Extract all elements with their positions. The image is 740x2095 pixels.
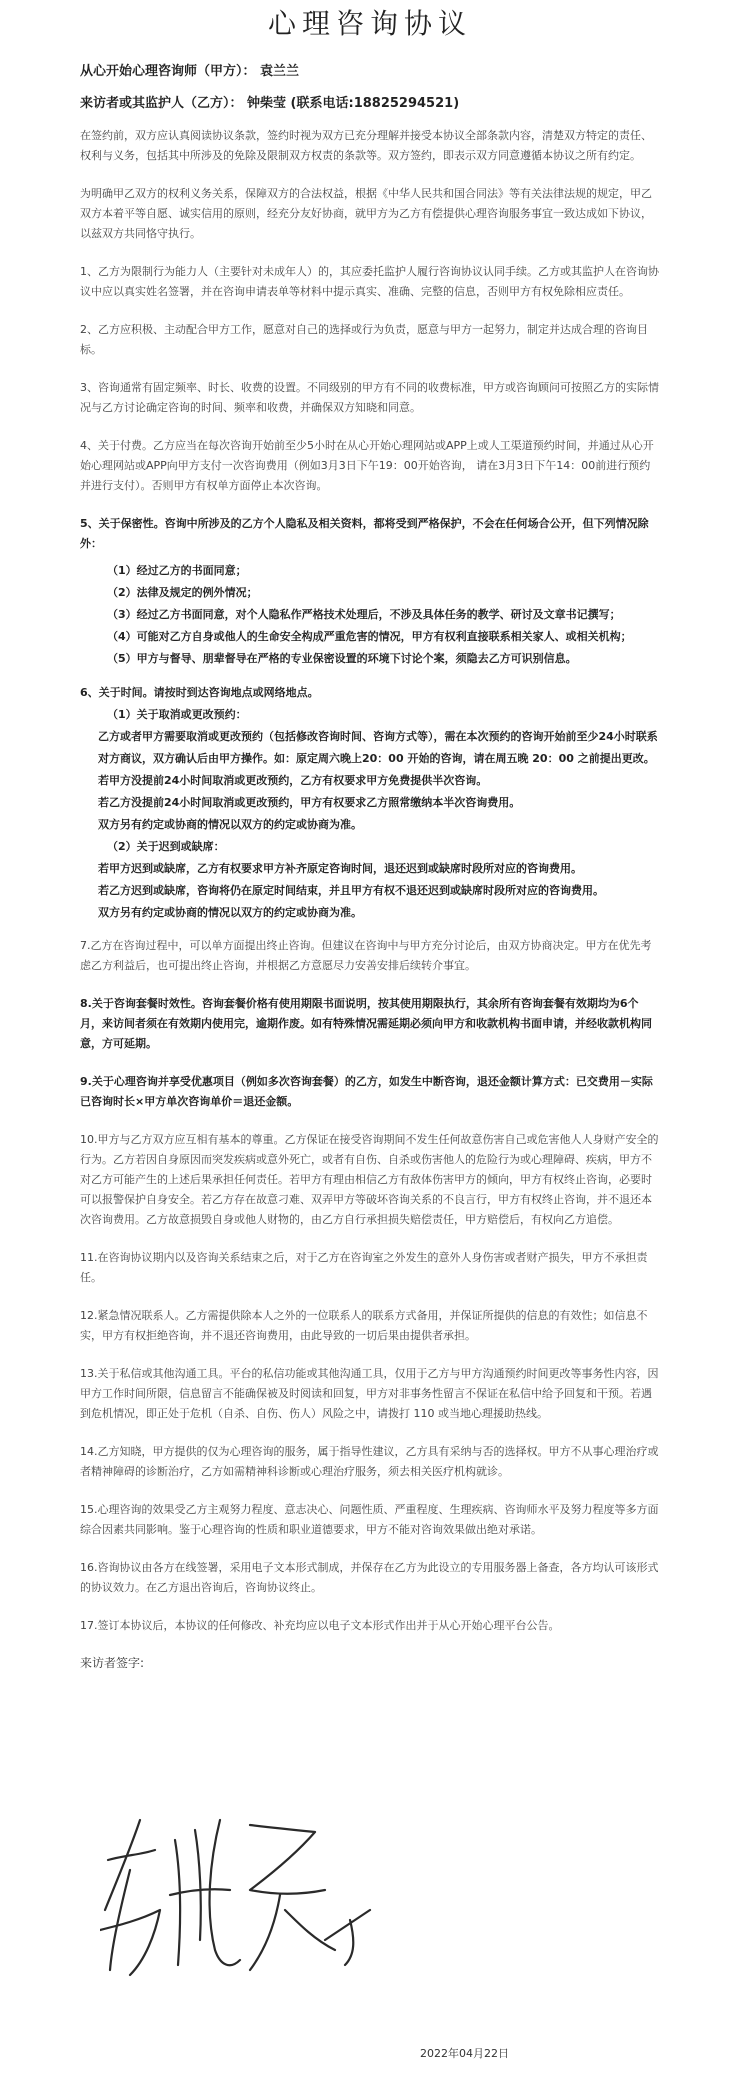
intro-paragraph-1: 在签约前，双方应认真阅读协议条款，签约时视为双方已充分理解并接受本协议全部条款内容，清楚双方特定的责任、权利与义务，包括其中所涉及的免除及限制双方权责的条款等。双方签约，即表示双方同意遵循本协议之所有约定。 xyxy=(80,129,652,162)
party-b: 来访者或其监护人（乙方）： 钟柴莹 (联系电话:18825294521) xyxy=(80,96,460,111)
clause-5-item: （5）甲方与督导、朋辈督导在严格的专业保密设置的环境下讨论个案，须隐去乙方可识别信息。 xyxy=(107,652,577,665)
clause-6-sub-2-p3: 双方另有约定或协商的情况以双方的约定或协商为准。 xyxy=(98,906,362,919)
clause-14: 14.乙方知晓，甲方提供的仅为心理咨询的服务，属于指导性建议，乙方具有采纳与否的选择权。甲方不从事心理治疗或者精神障碍的诊断治疗，乙方如需精神科诊断或心理治疗服务，须去相关医疗机构就诊。 xyxy=(80,1445,659,1478)
signature-label: 来访者签字: xyxy=(80,1656,145,1670)
clause-6-sub-1-p1: 乙方或者甲方需要取消或更改预约（包括修改咨询时间、咨询方式等），需在本次预约的咨询开始前至少24小时联系对方商议，双方确认后由甲方操作。如：原定周六晚上20：00 开始的咨询，请在周五晚 20：00 之前提出更改。 xyxy=(98,730,658,765)
clause-6 xyxy=(80,682,660,924)
clause-4: 4、关于付费。乙方应当在每次咨询开始前至少5小时在从心开始心理网站或APP上或人工渠道预约时间，并通过从心开始心理网站或APP向甲方支付一次咨询费用（例如3月3日下午19：00开始咨询， 请在3月3日下午14：00前进行预约并进行支付）。否则甲方有权单方面停止本次咨询。 xyxy=(80,439,654,492)
clause-5-item: （2）法律及规定的例外情况； xyxy=(107,586,258,599)
clause-6-sub-1-p2: 若甲方没提前24小时间取消或更改预约，乙方有权要求甲方免费提供半次咨询。 xyxy=(98,774,488,787)
clause-1: 1、乙方为限制行为能力人（主要针对未成年人）的，其应委托监护人履行咨询协议认同手续。乙方或其监护人在咨询协议中应以真实姓名签署，并在咨询申请表单等材料中提示真实、准确、完整的信息，否则甲方有权免除相应责任。 xyxy=(80,265,659,298)
clause-17: 17.签订本协议后，本协议的任何修改、补充均应以电子文本形式作出并于从心开始心理平台公告。 xyxy=(80,1619,560,1632)
clause-5 xyxy=(80,514,660,670)
intro-paragraph-2: 为明确甲乙双方的权利义务关系，保障双方的合法权益，根据《中华人民共和国合同法》等有关法律法规的规定，甲乙双方本着平等自愿、诚实信用的原则，经充分友好协商，就甲方为乙方有偿提供心理咨询服务事宜一致达成如下协议，以兹双方共同恪守执行。 xyxy=(80,187,652,240)
clause-5-item: （1）经过乙方的书面同意； xyxy=(107,564,247,577)
clause-5-item: （3）经过乙方书面同意，对个人隐私作严格技术处理后，不涉及具体任务的教学、研讨及文章书记撰写； xyxy=(107,608,621,621)
clause-13: 13.关于私信或其他沟通工具。平台的私信功能或其他沟通工具，仅用于乙方与甲方沟通预约时间更改等事务性内容，因甲方工作时间所限，信息留言不能确保被及时阅读和回复，甲方对非事务性留言不保证在私信中给予回复和干预。若遇到危机情况，即正处于危机（自杀、自伤、伤人）风险之中，请拨打 110 或当地心理援助热线。 xyxy=(80,1367,659,1420)
clause-6-head: 6、关于时间。请按时到达咨询地点或网络地点。 xyxy=(80,686,319,699)
document-title: 心理咨询协议 xyxy=(267,7,472,40)
clause-5-head: 5、关于保密性。咨询中所涉及的乙方个人隐私及相关资料，都将受到严格保护，不会在任何场合公开，但下列情况除外： xyxy=(80,517,649,550)
clause-3: 3、咨询通常有固定频率、时长、收费的设置。不同级别的甲方有不同的收费标准，甲方或咨询顾问可按照乙方的实际情况与乙方讨论确定咨询的时间、频率和收费，并确保双方知晓和同意。 xyxy=(80,381,659,414)
clause-6-sub-1: （1）关于取消或更改预约： xyxy=(107,708,247,721)
clause-6-sub-2-p1: 若甲方迟到或缺席，乙方有权要求甲方补齐原定咨询时间，退还迟到或缺席时段所对应的咨询费用。 xyxy=(98,862,582,875)
clause-8: 8.关于咨询套餐时效性。咨询套餐价格有使用期限书面说明，按其使用期限执行，其余所有咨询套餐有效期均为6个月，来访间者须在有效期内使用完，逾期作废。如有特殊情况需延期必须向甲方和收款机构书面申请，并经收款机构同意，方可延期。 xyxy=(80,997,652,1050)
clause-2: 2、乙方应积极、主动配合甲方工作，愿意对自己的选择或行为负责，愿意与甲方一起努力，制定并达成合理的咨询目标。 xyxy=(80,323,648,356)
signing-date: 2022年04月22日 xyxy=(420,2047,509,2060)
party-a: 从心开始心理咨询师（甲方）： 袁兰兰 xyxy=(80,64,300,79)
clause-12: 12.紧急情况联系人。乙方需提供除本人之外的一位联系人的联系方式备用，并保证所提供的信息的有效性；如信息不实，甲方有权拒绝咨询，并不退还咨询费用，由此导致的一切后果由提供者承担。 xyxy=(80,1309,648,1342)
clause-6-sub-1-p4: 双方另有约定或协商的情况以双方的约定或协商为准。 xyxy=(98,818,362,831)
clause-9: 9.关于心理咨询并享受优惠项目（例如多次咨询套餐）的乙方，如发生中断咨询，退还金额计算方式：已交费用－实际已咨询时长×甲方单次咨询单价＝退还金额。 xyxy=(80,1075,653,1108)
clause-7: 7.乙方在咨询过程中，可以单方面提出终止咨询。但建议在咨询中与甲方充分讨论后，由双方协商决定。甲方在优先考虑乙方利益后，也可提出终止咨询，并根据乙方意愿尽力安善安排后续转介事宜。 xyxy=(80,939,652,972)
clause-11: 11.在咨询协议期内以及咨询关系结束之后，对于乙方在咨询室之外发生的意外人身伤害或者财产损失，甲方不承担责任。 xyxy=(80,1251,648,1284)
clause-10: 10.甲方与乙方双方应互相有基本的尊重。乙方保证在接受咨询期间不发生任何故意伤害自己或危害他人人身财产安全的行为。乙方若因自身原因而突发疾病或意外死亡，或者有自伤、自杀或伤害他人的危险行为或心理障碍、疾病，甲方不对乙方可能产生的上述后果承担任何责任。若甲方有理由相信乙方有敌体伤害甲方的倾向，甲方有权终止咨询，必要时可以报警保护自身安全。若乙方存在故意刁难、双弄甲方等破坏咨询关系的不良言行，甲方有权终止咨询，并不退还本次咨询费用。乙方故意损毁自身或他人财物的，由乙方自行承担损失赔偿责任，甲方赔偿后，有权向乙方追偿。 xyxy=(80,1133,659,1226)
handwritten-signature xyxy=(100,1800,380,1990)
clause-6-sub-1-p3: 若乙方没提前24小时间取消或更改预约，甲方有权要求乙方照常缴纳本半次咨询费用。 xyxy=(98,796,521,809)
clause-16: 16.咨询协议由各方在线签署，采用电子文本形式制成，并保存在乙方为此设立的专用服务器上备查，各方均认可该形式的协议效力。在乙方退出咨询后，咨询协议终止。 xyxy=(80,1561,659,1594)
clause-6-sub-2-p2: 若乙方迟到或缺席，咨询将仍在原定时间结束，并且甲方有权不退还迟到或缺席时段所对应的咨询费用。 xyxy=(98,884,604,897)
clause-15: 15.心理咨询的效果受乙方主观努力程度、意志决心、问题性质、严重程度、生理疾病、咨询师水平及努力程度等多方面综合因素共同影响。鉴于心理咨询的性质和职业道德要求，甲方不能对咨询效果做出绝对承诺。 xyxy=(80,1503,659,1536)
clause-6-sub-2: （2）关于迟到或缺席： xyxy=(107,840,225,853)
clause-5-item: （4）可能对乙方自身或他人的生命安全构成严重危害的情况，甲方有权利直接联系相关家人、或相关机构； xyxy=(107,630,632,643)
